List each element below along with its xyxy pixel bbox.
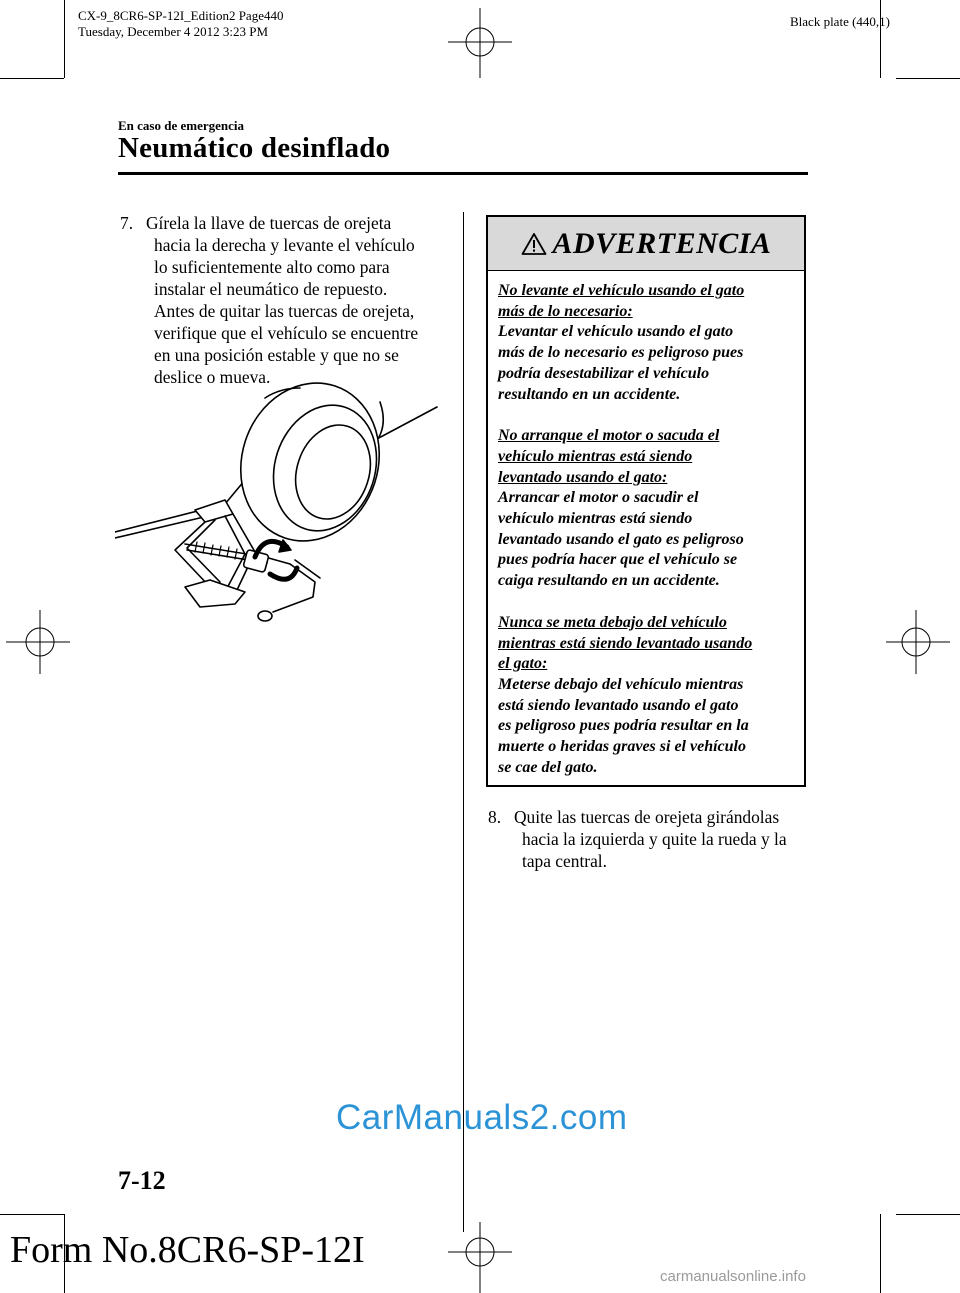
warning-heading-line: Nunca se meta debajo del vehículo: [498, 613, 727, 631]
watermark-bottom: carmanualsonline.info: [660, 1268, 806, 1285]
registration-mark-bottom: [448, 1222, 512, 1293]
warning-body-line: muerte o heridas graves si el vehículo: [498, 738, 746, 756]
step-number: 8.: [488, 807, 502, 827]
watermark: CarManuals2.com: [336, 1098, 628, 1137]
warning-body-line: Arrancar el motor o sacudir el: [498, 489, 699, 507]
step-line: Quite las tuercas de orejeta girándolas: [514, 807, 780, 827]
crop-mark: [896, 1214, 960, 1215]
title-rule: [118, 172, 808, 175]
step-text: [146, 212, 494, 388]
step-line: hacia la izquierda y quite la rueda y la: [522, 829, 787, 849]
step-8: [488, 806, 808, 876]
jack-illustration: [115, 382, 438, 640]
warning-body-line: caiga resultando en un accidente.: [498, 572, 720, 590]
print-header-line2: Tuesday, December 4 2012 3:23 PM: [78, 24, 269, 39]
warning-box: [486, 215, 806, 787]
section-label: En caso de emergencia: [118, 118, 245, 133]
step-line: hacia la derecha y levante el vehículo: [154, 235, 415, 255]
registration-mark-top: [448, 8, 512, 78]
warning-title: ADVERTENCIA: [552, 226, 772, 260]
crop-mark: [0, 78, 64, 79]
warning-body-line: Meterse debajo del vehículo mientras: [498, 675, 744, 693]
registration-mark-left: [6, 610, 70, 674]
crop-mark: [0, 1214, 64, 1215]
warning-body-line: podría desestabilizar el vehículo: [498, 364, 710, 382]
warning-body-line: es peligroso pues podría resultar en la: [498, 717, 749, 735]
warning-body: [488, 271, 804, 778]
warning-body-line: Levantar el vehículo usando el gato: [498, 323, 734, 341]
warning-body-line: levantado usando el gato es peligroso: [498, 530, 744, 548]
warning-body-line: más de lo necesario es peligroso pues: [498, 344, 744, 362]
step-text: [514, 806, 812, 872]
crop-mark: [880, 1214, 881, 1293]
form-number: Form No.8CR6-SP-12I: [10, 1229, 365, 1271]
warning-body-line: resultando en un accidente.: [498, 385, 681, 403]
step-line: verifique que el vehículo se encuentre: [154, 323, 419, 343]
step-line: instalar el neumático de repuesto.: [154, 279, 388, 299]
warning-body-line: está siendo levantado usando el gato: [498, 696, 739, 714]
step-line: Gírela la llave de tuercas de orejeta: [146, 213, 392, 233]
warning-heading-line: más de lo necesario:: [498, 302, 633, 320]
crop-mark: [896, 78, 960, 79]
warning-heading-line: mientras está siendo levantado usando: [498, 634, 753, 652]
crop-mark: [880, 0, 881, 78]
print-header-line1: CX-9_8CR6-SP-12I_Edition2 Page440: [78, 8, 284, 23]
print-header: [78, 8, 283, 40]
warning-body-line: vehículo mientras está siendo: [498, 510, 693, 528]
crop-mark: [64, 0, 65, 78]
warning-heading-line: levantado usando el gato:: [498, 468, 668, 486]
step-line: en una posición estable y que no se: [154, 345, 399, 365]
step-line: Antes de quitar las tuercas de orejeta,: [154, 301, 415, 321]
page-title: Neumático desinflado: [118, 132, 391, 164]
warning-block-2: [498, 426, 794, 592]
warning-body-line: pues podría hacer que el vehículo se: [498, 551, 738, 569]
warning-body-line: se cae del gato.: [498, 758, 598, 776]
warning-heading-line: el gato:: [498, 655, 548, 673]
page-number: 7-12: [118, 1166, 166, 1195]
step-number: 7.: [120, 213, 134, 233]
warning-heading-line: No levante el vehículo usando el gato: [498, 282, 745, 299]
warning-heading-line: vehículo mientras está siendo: [498, 447, 693, 465]
step-7: [120, 212, 460, 392]
warning-heading-line: No arranque el motor o sacuda el: [498, 427, 720, 445]
warning-triangle-icon: [521, 232, 547, 256]
warning-block-3: [498, 613, 794, 779]
step-line: tapa central.: [522, 851, 607, 871]
plate-label: Black plate (440,1): [790, 14, 890, 29]
warning-block-1: [498, 281, 794, 405]
registration-mark-right: [886, 610, 950, 674]
step-line: lo suficientemente alto como para: [154, 257, 390, 277]
warning-header: [488, 217, 804, 271]
step-line: deslice o mueva.: [154, 367, 271, 387]
